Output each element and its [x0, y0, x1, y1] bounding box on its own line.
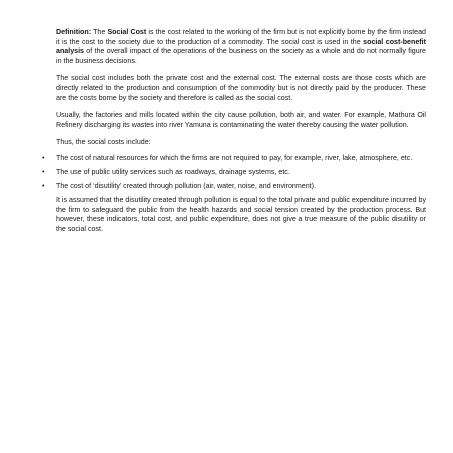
list-item-text: The use of public utility services such as roadways, drainage systems, etc.: [56, 168, 290, 177]
document-page: [42, 28, 426, 243]
definition-text-2: of the overall impact of the operations of the business on the society as a whole and do not normally figure in the business decisions.: [56, 47, 426, 65]
definition-label: Definition:: [56, 28, 92, 36]
bullet-icon: •: [42, 154, 45, 162]
social-costs-list: [42, 153, 426, 192]
external-cost-paragraph: The social cost includes both the private cost and the external cost. The external costs are those costs which are directly related to the production and consumption of the commodity but is not directly paid by the producer. These are the costs borne by the society and therefore is called as the social cost.: [56, 74, 426, 102]
pollution-example-paragraph: Usually, the factories and mills located within the city cause pollution, both air, and water. For example, Mathura Oil Refinery discharging its wastes into river Yamuna is contaminating the water thereby causing the water pollution.: [56, 111, 426, 129]
list-item-text: The cost of natural resources for which the firms are not required to pay, for example, river, lake, atmosphere, etc.: [56, 153, 413, 162]
closing-paragraph: It is assumed that the disutility created through pollution is equal to the total private and public expenditure incurred by the firm to safeguard the public from the health hazards and social tension created by the production process. But however, these indicators, total cost, and public expenditure, does not give a true measure of the public disutility or the social cost.: [56, 196, 426, 233]
definition-article: The: [93, 28, 106, 36]
definition-paragraph: [56, 28, 426, 66]
list-item: [42, 153, 426, 164]
bullet-icon: •: [42, 183, 45, 191]
social-cost-term: Social Cost: [107, 28, 147, 36]
list-item-text: The cost of ‘disutility’ created through pollution (air, water, noise, and environment).: [56, 182, 316, 191]
definition-text-1: is the cost related to the working of the firm but is not explicitly borne by the firm instead it is the cost to the society due to the production of a commodity. The social cost is used in the: [56, 28, 426, 46]
bullet-icon: •: [42, 169, 45, 177]
list-item: [42, 168, 426, 178]
cost-benefit-term: social cost-benefit analysis: [56, 37, 426, 56]
list-item: [42, 182, 426, 192]
social-costs-intro: Thus, the social costs include:: [56, 138, 151, 147]
